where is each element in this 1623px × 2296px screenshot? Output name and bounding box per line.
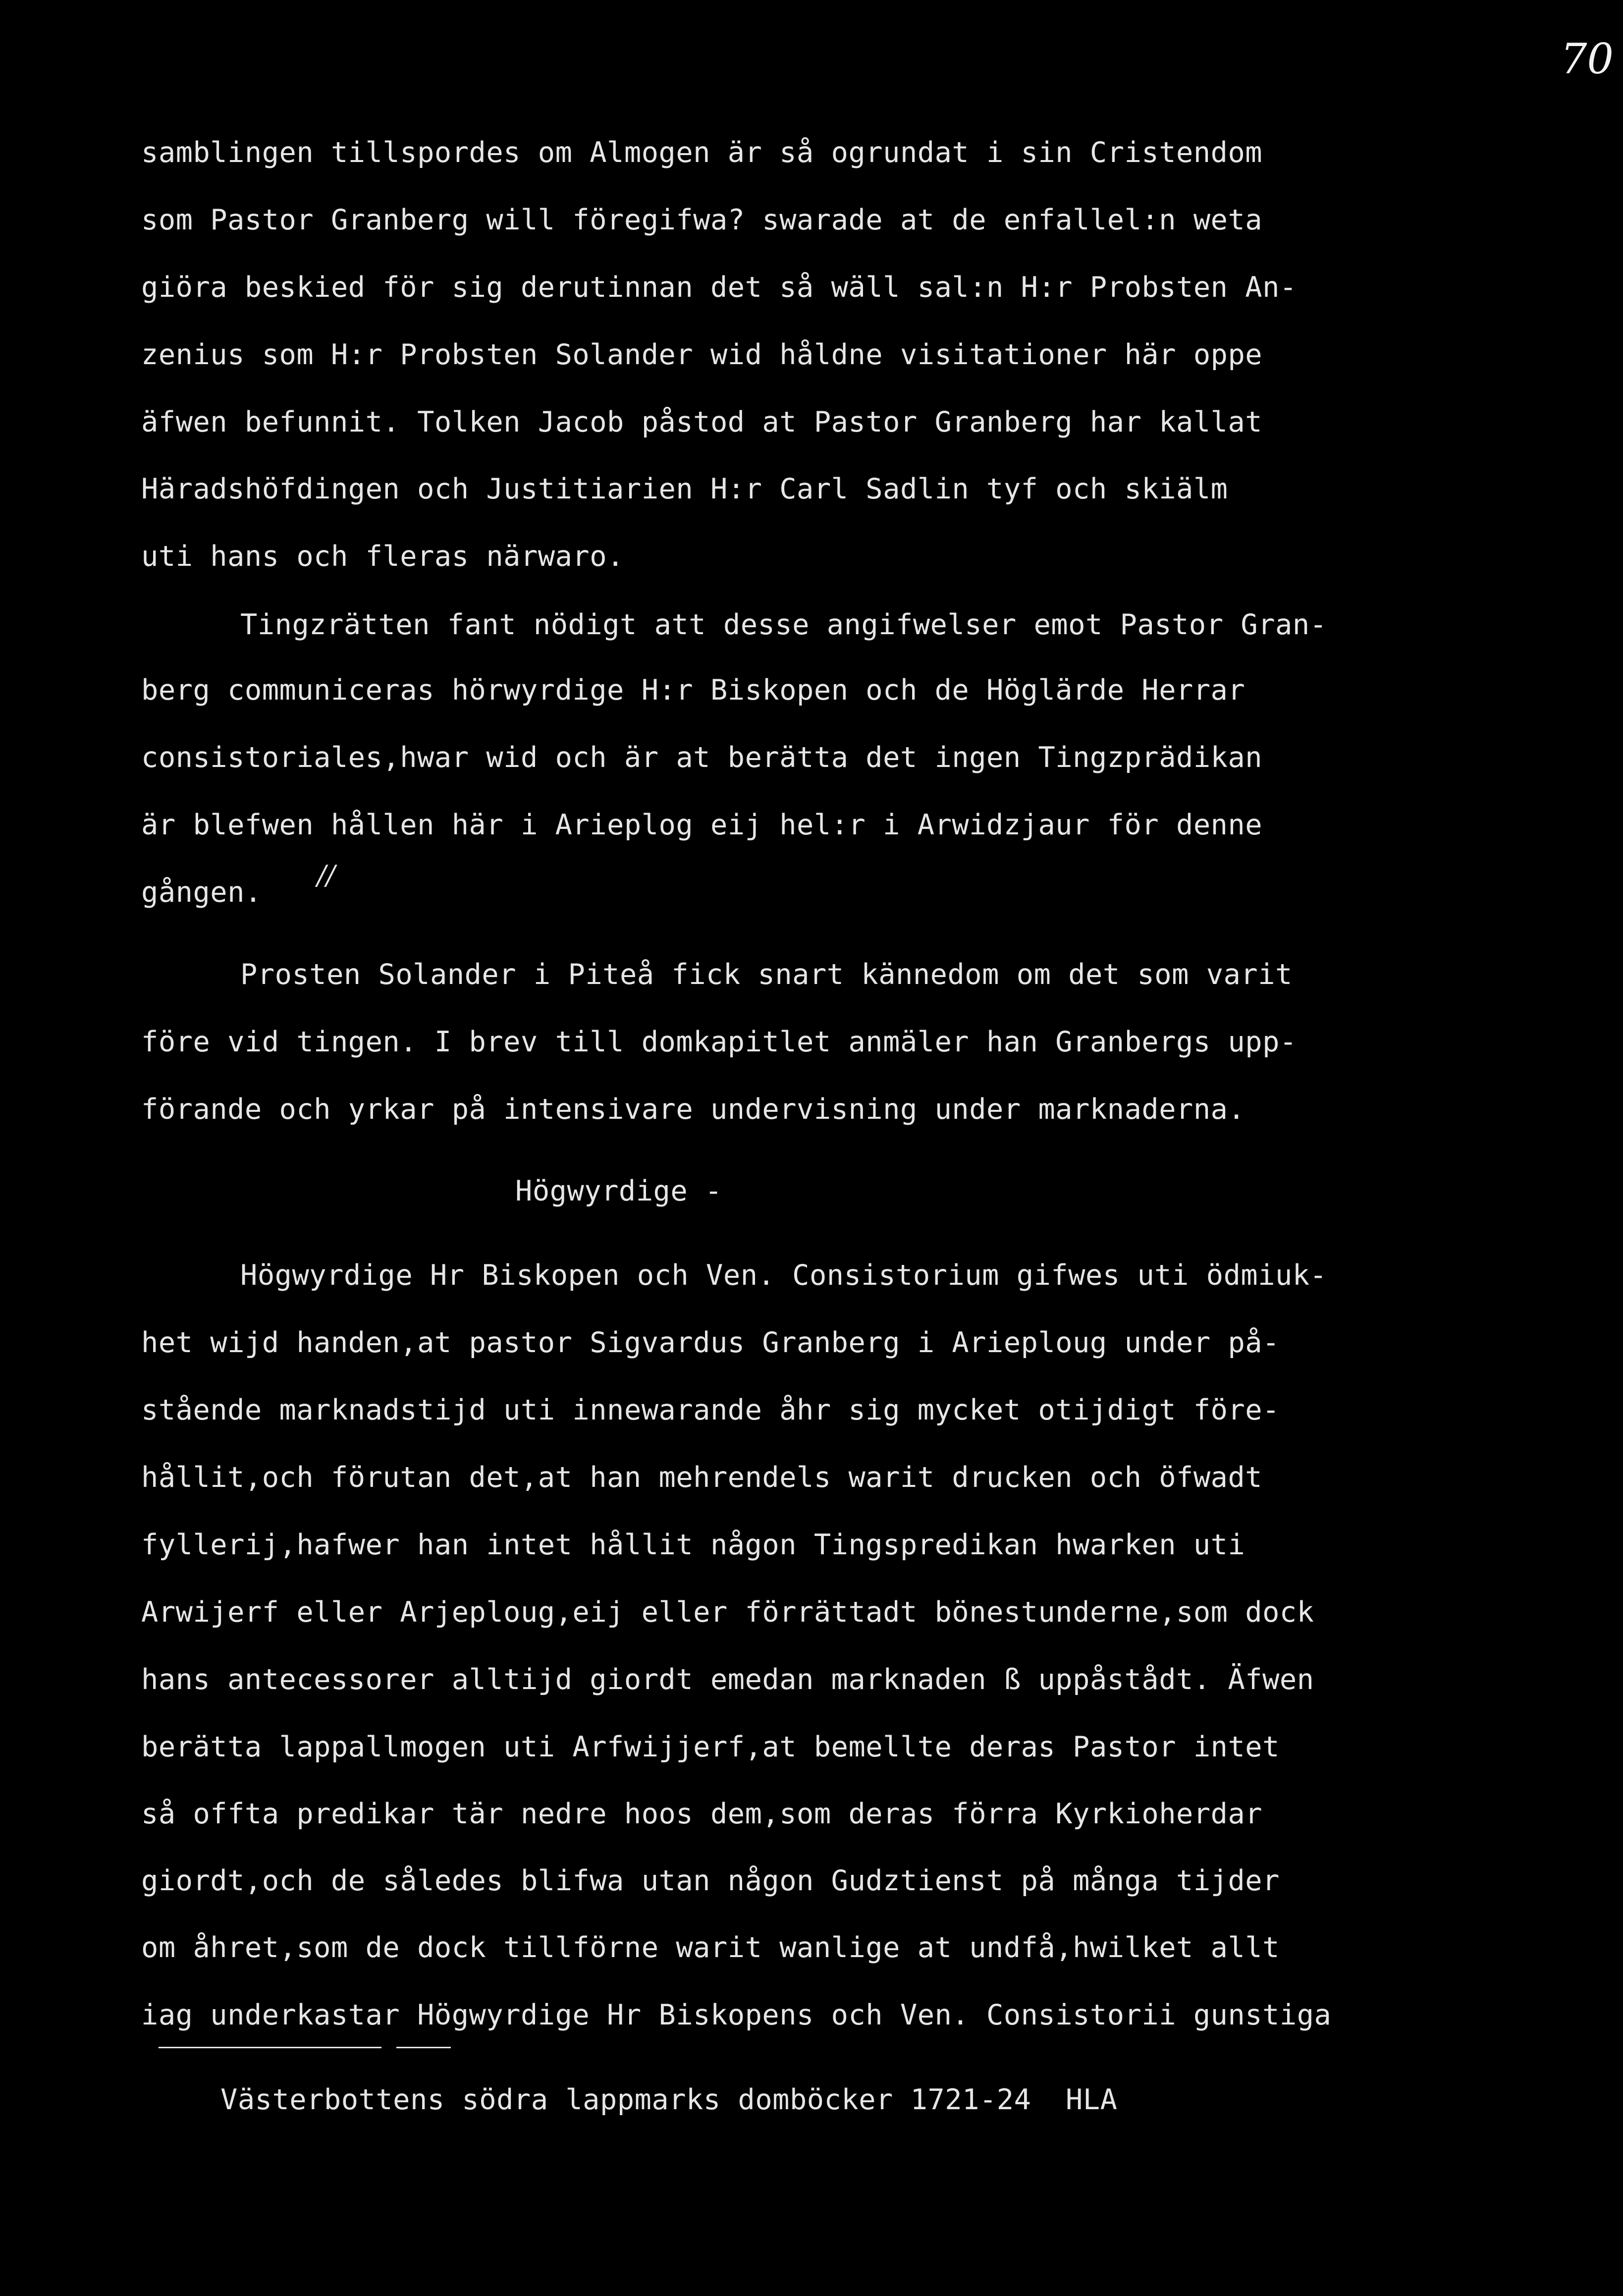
letter-heading: Högwyrdige - (515, 1175, 722, 1207)
text-line: är blefwen hållen här i Arieplog eij hel:r i Arwidzjaur för denne (141, 809, 1263, 841)
underline (159, 2047, 381, 2048)
page-number: 70 (1561, 35, 1614, 83)
text-line: samblingen tillspordes om Almogen är så ogrundat i sin Cristendom (141, 136, 1263, 169)
text-line: consistoriales,hwar wid och är at berätta det ingen Tingzprädikan (141, 741, 1263, 774)
text-line: fyllerij,hafwer han intet hållit någon Tingspredikan hwarken uti (141, 1529, 1245, 1561)
text-line: Prosten Solander i Piteå fick snart kännedom om det som varit (240, 958, 1293, 991)
text-line: hållit,och förutan det,at han mehrendels warit drucken och öfwadt (141, 1461, 1263, 1494)
text-line: Häradshöfdingen och Justitiarien H:r Carl Sadlin tyf och skiälm (141, 473, 1228, 505)
text-line: så offta predikar tär nedre hoos dem,som deras förra Kyrkioherdar (141, 1798, 1263, 1830)
footer-citation: Västerbottens södra lappmarks domböcker 1721-24 HLA (220, 2083, 1118, 2116)
text-line: giordt,och de således blifwa utan någon Gudztienst på många tijder (141, 1864, 1280, 1897)
text-line: stående marknadstijd uti innewarande åhr sig mycket otijdigt före- (141, 1394, 1280, 1426)
text-line: före vid tingen. I brev till domkapitlet anmäler han Granbergs upp- (141, 1026, 1297, 1058)
text-line: berg communiceras hörwyrdige H:r Biskopen och de Höglärde Herrar (141, 674, 1245, 707)
text-line: förande och yrkar på intensivare undervisning under marknaderna. (141, 1093, 1245, 1126)
text-line: äfwen befunnit. Tolken Jacob påstod at Pastor Granberg har kallat (141, 406, 1263, 438)
text-line: Tingzrätten fant nödigt att desse angifwelser emot Pastor Gran- (240, 608, 1327, 641)
text-line: om åhret,som de dock tillförne warit wanlige at undfå,hwilket allt (141, 1931, 1280, 1964)
text-line: uti hans och fleras närwaro. (141, 540, 624, 573)
text-line: het wijd handen,at pastor Sigvardus Granberg i Arieploug under på- (141, 1326, 1280, 1359)
text-line: hans antecessorer alltijd giordt emedan marknaden ß uppåstådt. Äfwen (141, 1663, 1314, 1696)
underline (396, 2047, 451, 2048)
text-line: Arwijerf eller Arjeploug,eij eller förrättadt bönestunderne,som dock (141, 1596, 1314, 1629)
text-line: giöra beskied för sig derutinnan det så wäll sal:n H:r Probsten An- (141, 271, 1297, 304)
margin-mark: // (317, 860, 335, 891)
text-line: zenius som H:r Probsten Solander wid håldne visitationer här oppe (141, 338, 1263, 371)
text-line: berätta lappallmogen uti Arfwijjerf,at bemellte deras Pastor intet (141, 1731, 1280, 1763)
text-line: gången. (141, 876, 262, 909)
text-line: iag underkastar Högwyrdige Hr Biskopens och Ven. Consistorii gunstiga (141, 1999, 1332, 2031)
text-line: Högwyrdige Hr Biskopen och Ven. Consistorium gifwes uti ödmiuk- (240, 1259, 1327, 1292)
text-line: som Pastor Granberg will föregifwa? swarade at de enfallel:n weta (141, 204, 1263, 236)
